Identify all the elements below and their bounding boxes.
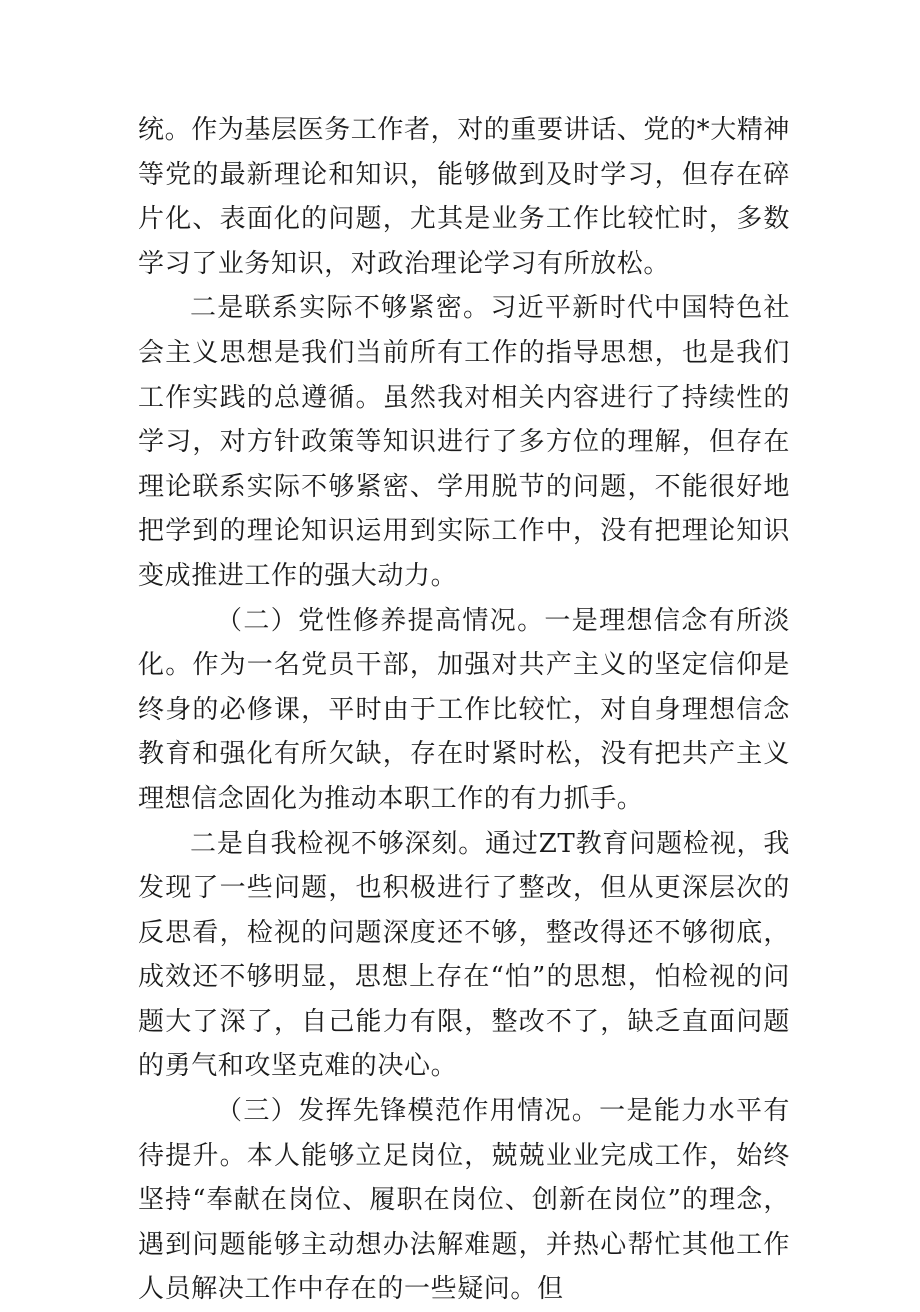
paragraph-continuation: 统。作为基层医务工作者，对的重要讲话、党的*大精神等党的最新理论和知识，能够做到及时学习，但存在碎片化、表面化的问题，尤其是业务工作比较忙时，多数学习了业务知识，对政治理论学习有所放松。: [138, 115, 791, 279]
paragraph-vanguard-role: （三）发挥先锋模范作用情况。一是能力水平有待提升。本人能够立足岗位，兢兢业业完成工作，始终坚持“奉献在岗位、履职在岗位、创新在岗位”的理念，遇到问题能够主动想办法解难题，并热心帮忙其他工作人员解决工作中存在的一些疑问。但: [138, 1096, 790, 1305]
paragraph-party-cultivation: （二）党性修养提高情况。一是理想信念有所淡化。作为一名党员干部，加强对共产主义的坚定信仰是终身的必修课，平时由于工作比较忙，对自身理想信念教育和强化有所欠缺，存在时紧时松，没有把共产主义理想信念固化为推动本职工作的有力抓手。: [138, 605, 790, 814]
document-body: [138, 108, 790, 1312]
paragraph-practice-connection: 二是联系实际不够紧密。习近平新时代中国特色社会主义思想是我们当前所有工作的指导思想，也是我们工作实践的总遵循。虽然我对相关内容进行了持续性的学习，对方针政策等知识进行了多方位的理解，但存在理论联系实际不够紧密、学用脱节的问题，不能很好地把学到的理论知识运用到实际工作中，没有把理论知识变成推进工作的强大动力。: [138, 293, 790, 591]
paragraph-self-examination: 二是自我检视不够深刻。通过ZT教育问题检视，我发现了一些问题，也积极进行了整改，但从更深层次的反思看，检视的问题深度还不够，整改得还不够彻底，成效还不够明显，思想上存在“怕”的思想，怕检视的问题大了深了，自己能力有限，整改不了，缺乏直面问题的勇气和攻坚克难的决心。: [138, 828, 790, 1082]
